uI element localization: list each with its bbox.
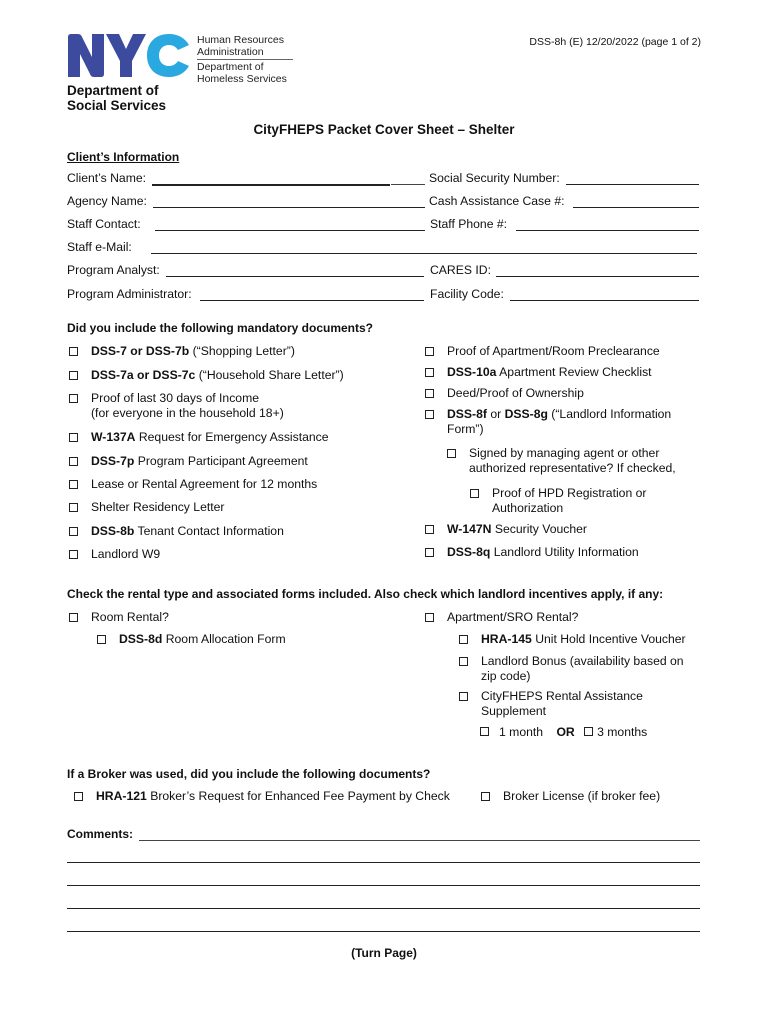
doc-text: Deed/Proof of Ownership xyxy=(447,386,584,400)
doc-w137a[interactable] xyxy=(69,430,409,445)
staff-contact-field[interactable] xyxy=(155,230,425,231)
cares-id-label: CARES ID: xyxy=(430,263,491,277)
doc-text-line2: authorized representative? If checked, xyxy=(469,461,676,475)
agency-name-field[interactable] xyxy=(153,207,425,208)
doc-text: (“Shopping Letter”) xyxy=(189,344,295,358)
comments-field-line1[interactable] xyxy=(139,840,700,841)
comments-field-line5[interactable] xyxy=(67,931,700,932)
doc-text: Apartment/SRO Rental? xyxy=(447,610,579,624)
doc-code: DSS-7 or DSS-7b xyxy=(91,344,190,358)
doc-code: DSS-8b xyxy=(91,524,135,538)
three-months-label: 3 months xyxy=(597,725,648,739)
apartment-rental[interactable] xyxy=(425,610,715,625)
doc-dss8b[interactable] xyxy=(69,524,409,539)
checkbox[interactable] xyxy=(425,347,434,356)
doc-text: CityFHEPS Rental Assistance xyxy=(481,689,643,703)
clients-name-field-tail[interactable] xyxy=(391,184,425,185)
rental-heading: Check the rental type and associated forms included. Also check which landlord incentives apply, if any: xyxy=(67,587,664,601)
cash-case-label: Cash Assistance Case #: xyxy=(429,194,565,208)
doc-text: Broker’s Request for Enhanced Fee Payment by Check xyxy=(146,789,450,803)
mandatory-heading: Did you include the following mandatory documents? xyxy=(67,321,374,335)
checkbox[interactable] xyxy=(69,527,78,536)
comments-field-line4[interactable] xyxy=(67,908,700,909)
hra-name xyxy=(197,34,284,58)
checkbox[interactable] xyxy=(425,525,434,534)
checkbox[interactable] xyxy=(74,792,83,801)
doc-preclearance[interactable] xyxy=(425,344,715,359)
dss-line2: Social Services xyxy=(67,97,167,113)
doc-text: Unit Hold Incentive Voucher xyxy=(531,632,686,646)
doc-text: Proof of HPD Registration or xyxy=(492,486,647,500)
doc-text: Apartment Review Checklist xyxy=(496,365,652,379)
dhs-name xyxy=(197,61,287,85)
doc-text: Landlord W9 xyxy=(91,547,161,561)
doc-deed[interactable] xyxy=(425,386,715,401)
comments-field-line2[interactable] xyxy=(67,862,700,863)
doc-text: (“Landlord Information xyxy=(547,407,672,421)
dhs-line1: Department of xyxy=(197,61,264,73)
facility-code-label: Facility Code: xyxy=(430,287,504,301)
doc-hpd-registration[interactable] xyxy=(470,486,715,516)
checkbox[interactable] xyxy=(425,389,434,398)
landlord-bonus[interactable] xyxy=(459,654,719,684)
cares-id-field[interactable] xyxy=(496,276,699,277)
doc-text: Room Rental? xyxy=(91,610,169,624)
checkbox[interactable] xyxy=(459,635,468,644)
staff-phone-field[interactable] xyxy=(516,230,699,231)
doc-text: Request for Emergency Assistance xyxy=(135,430,329,444)
doc-code: DSS-7a or DSS-7c xyxy=(91,368,196,382)
checkbox[interactable] xyxy=(447,449,456,458)
hra-line2: Administration xyxy=(197,46,264,58)
doc-dss8f-8g[interactable] xyxy=(425,407,715,437)
comments-field-line3[interactable] xyxy=(67,885,700,886)
staff-phone-label: Staff Phone #: xyxy=(430,217,508,231)
doc-text-line2: (for everyone in the household 18+) xyxy=(91,406,284,420)
checkbox[interactable] xyxy=(481,792,490,801)
doc-proof-income[interactable] xyxy=(69,391,409,421)
checkbox[interactable] xyxy=(69,503,78,512)
doc-text: Shelter Residency Letter xyxy=(91,500,225,514)
staff-email-field[interactable] xyxy=(151,253,697,254)
doc-code-2: DSS-8g xyxy=(504,407,548,421)
doc-text: Security Voucher xyxy=(491,522,587,536)
broker-heading: If a Broker was used, did you include the following documents? xyxy=(67,767,431,781)
supplement-duration xyxy=(480,725,647,739)
doc-text-line2: Form”) xyxy=(447,422,484,436)
doc-code: W-137A xyxy=(91,430,136,444)
doc-text: Landlord Bonus (availability based on xyxy=(481,654,684,668)
dss-name xyxy=(67,84,166,113)
doc-code: HRA-121 xyxy=(96,789,147,803)
three-months-checkbox[interactable] xyxy=(584,727,593,736)
checkbox[interactable] xyxy=(459,657,468,666)
dhs-line2: Homeless Services xyxy=(197,73,287,85)
hra-line1: Human Resources xyxy=(197,34,284,46)
doc-or: or xyxy=(486,407,505,421)
ssn-label: Social Security Number: xyxy=(429,171,560,185)
checkbox[interactable] xyxy=(425,548,434,557)
checkbox[interactable] xyxy=(69,433,78,442)
doc-text: Broker License (if broker fee) xyxy=(503,789,661,803)
checkbox[interactable] xyxy=(425,613,434,622)
cash-case-field[interactable] xyxy=(573,207,699,208)
doc-code: DSS-7p xyxy=(91,454,135,468)
doc-text-line2: Supplement xyxy=(481,704,547,718)
client-info-heading: Client’s Information xyxy=(67,150,180,164)
checkbox[interactable] xyxy=(69,550,78,559)
or-label: OR xyxy=(556,725,575,739)
doc-w147n[interactable] xyxy=(425,522,715,537)
comments-label: Comments: xyxy=(67,827,134,841)
doc-text-line2: zip code) xyxy=(481,669,531,683)
doc-code: DSS-10a xyxy=(447,365,497,379)
checkbox[interactable] xyxy=(425,368,434,377)
nyc-logo-graphic xyxy=(66,33,190,79)
doc-code: DSS-8f xyxy=(447,407,487,421)
rental-supplement[interactable] xyxy=(459,689,719,719)
checkbox[interactable] xyxy=(425,410,434,419)
doc-signed-agent[interactable] xyxy=(447,446,715,476)
checkbox[interactable] xyxy=(69,347,78,356)
checkbox[interactable] xyxy=(69,613,78,622)
checkbox[interactable] xyxy=(69,394,78,403)
doc-dss7[interactable] xyxy=(69,344,409,359)
doc-dss10a[interactable] xyxy=(425,365,715,380)
doc-text: Room Allocation Form xyxy=(162,632,286,646)
turn-page-note: (Turn Page) xyxy=(351,946,417,960)
checkbox[interactable] xyxy=(470,489,479,498)
doc-dss7a[interactable] xyxy=(69,368,409,383)
doc-text: Signed by managing agent or other xyxy=(469,446,660,460)
ssn-field[interactable] xyxy=(566,184,699,185)
checkbox[interactable] xyxy=(69,457,78,466)
doc-dss7p[interactable] xyxy=(69,454,409,469)
doc-dss8d[interactable] xyxy=(97,632,377,647)
staff-email-label: Staff e-Mail: xyxy=(67,240,132,254)
doc-text: Tenant Contact Information xyxy=(134,524,284,538)
agency-name-label: Agency Name: xyxy=(67,194,147,208)
dss-line1: Department of xyxy=(67,83,159,98)
page-title: CityFHEPS Packet Cover Sheet – Shelter xyxy=(253,122,515,137)
program-admin-field[interactable] xyxy=(200,300,424,301)
doc-text: Proof of last 30 days of Income xyxy=(91,391,260,405)
checkbox[interactable] xyxy=(69,371,78,380)
header-divider xyxy=(197,59,293,60)
clients-name-field[interactable] xyxy=(152,184,390,186)
doc-text: (“Household Share Letter”) xyxy=(195,368,344,382)
doc-shelter-letter[interactable] xyxy=(69,500,409,515)
clients-name-label: Client’s Name: xyxy=(67,171,147,185)
doc-text: Lease or Rental Agreement for 12 months xyxy=(91,477,318,491)
doc-landlord-w9[interactable] xyxy=(69,547,409,562)
doc-text: Proof of Apartment/Room Preclearance xyxy=(447,344,660,358)
doc-hra121[interactable] xyxy=(74,789,474,804)
doc-code: HRA-145 xyxy=(481,632,532,646)
one-month-label: 1 month xyxy=(499,725,544,739)
staff-contact-label: Staff Contact: xyxy=(67,217,141,231)
program-analyst-label: Program Analyst: xyxy=(67,263,160,277)
checkbox[interactable] xyxy=(459,692,468,701)
doc-code: DSS-8d xyxy=(119,632,163,646)
doc-dss8q[interactable] xyxy=(425,545,715,560)
room-rental[interactable] xyxy=(69,610,369,625)
one-month-checkbox[interactable] xyxy=(480,727,489,736)
nyc-logo xyxy=(66,33,190,79)
doc-hra145[interactable] xyxy=(459,632,719,647)
doc-text-line2: Authorization xyxy=(492,501,564,515)
doc-text: Program Participant Agreement xyxy=(134,454,308,468)
broker-license[interactable] xyxy=(481,789,711,804)
doc-code: W-147N xyxy=(447,522,492,536)
program-admin-label: Program Administrator: xyxy=(67,287,192,301)
checkbox[interactable] xyxy=(69,480,78,489)
doc-lease[interactable] xyxy=(69,477,409,492)
doc-text: Landlord Utility Information xyxy=(490,545,639,559)
facility-code-field[interactable] xyxy=(510,300,699,301)
checkbox[interactable] xyxy=(97,635,106,644)
form-id: DSS-8h (E) 12/20/2022 (page 1 of 2) xyxy=(529,36,701,48)
doc-code: DSS-8q xyxy=(447,545,491,559)
program-analyst-field[interactable] xyxy=(166,276,424,277)
